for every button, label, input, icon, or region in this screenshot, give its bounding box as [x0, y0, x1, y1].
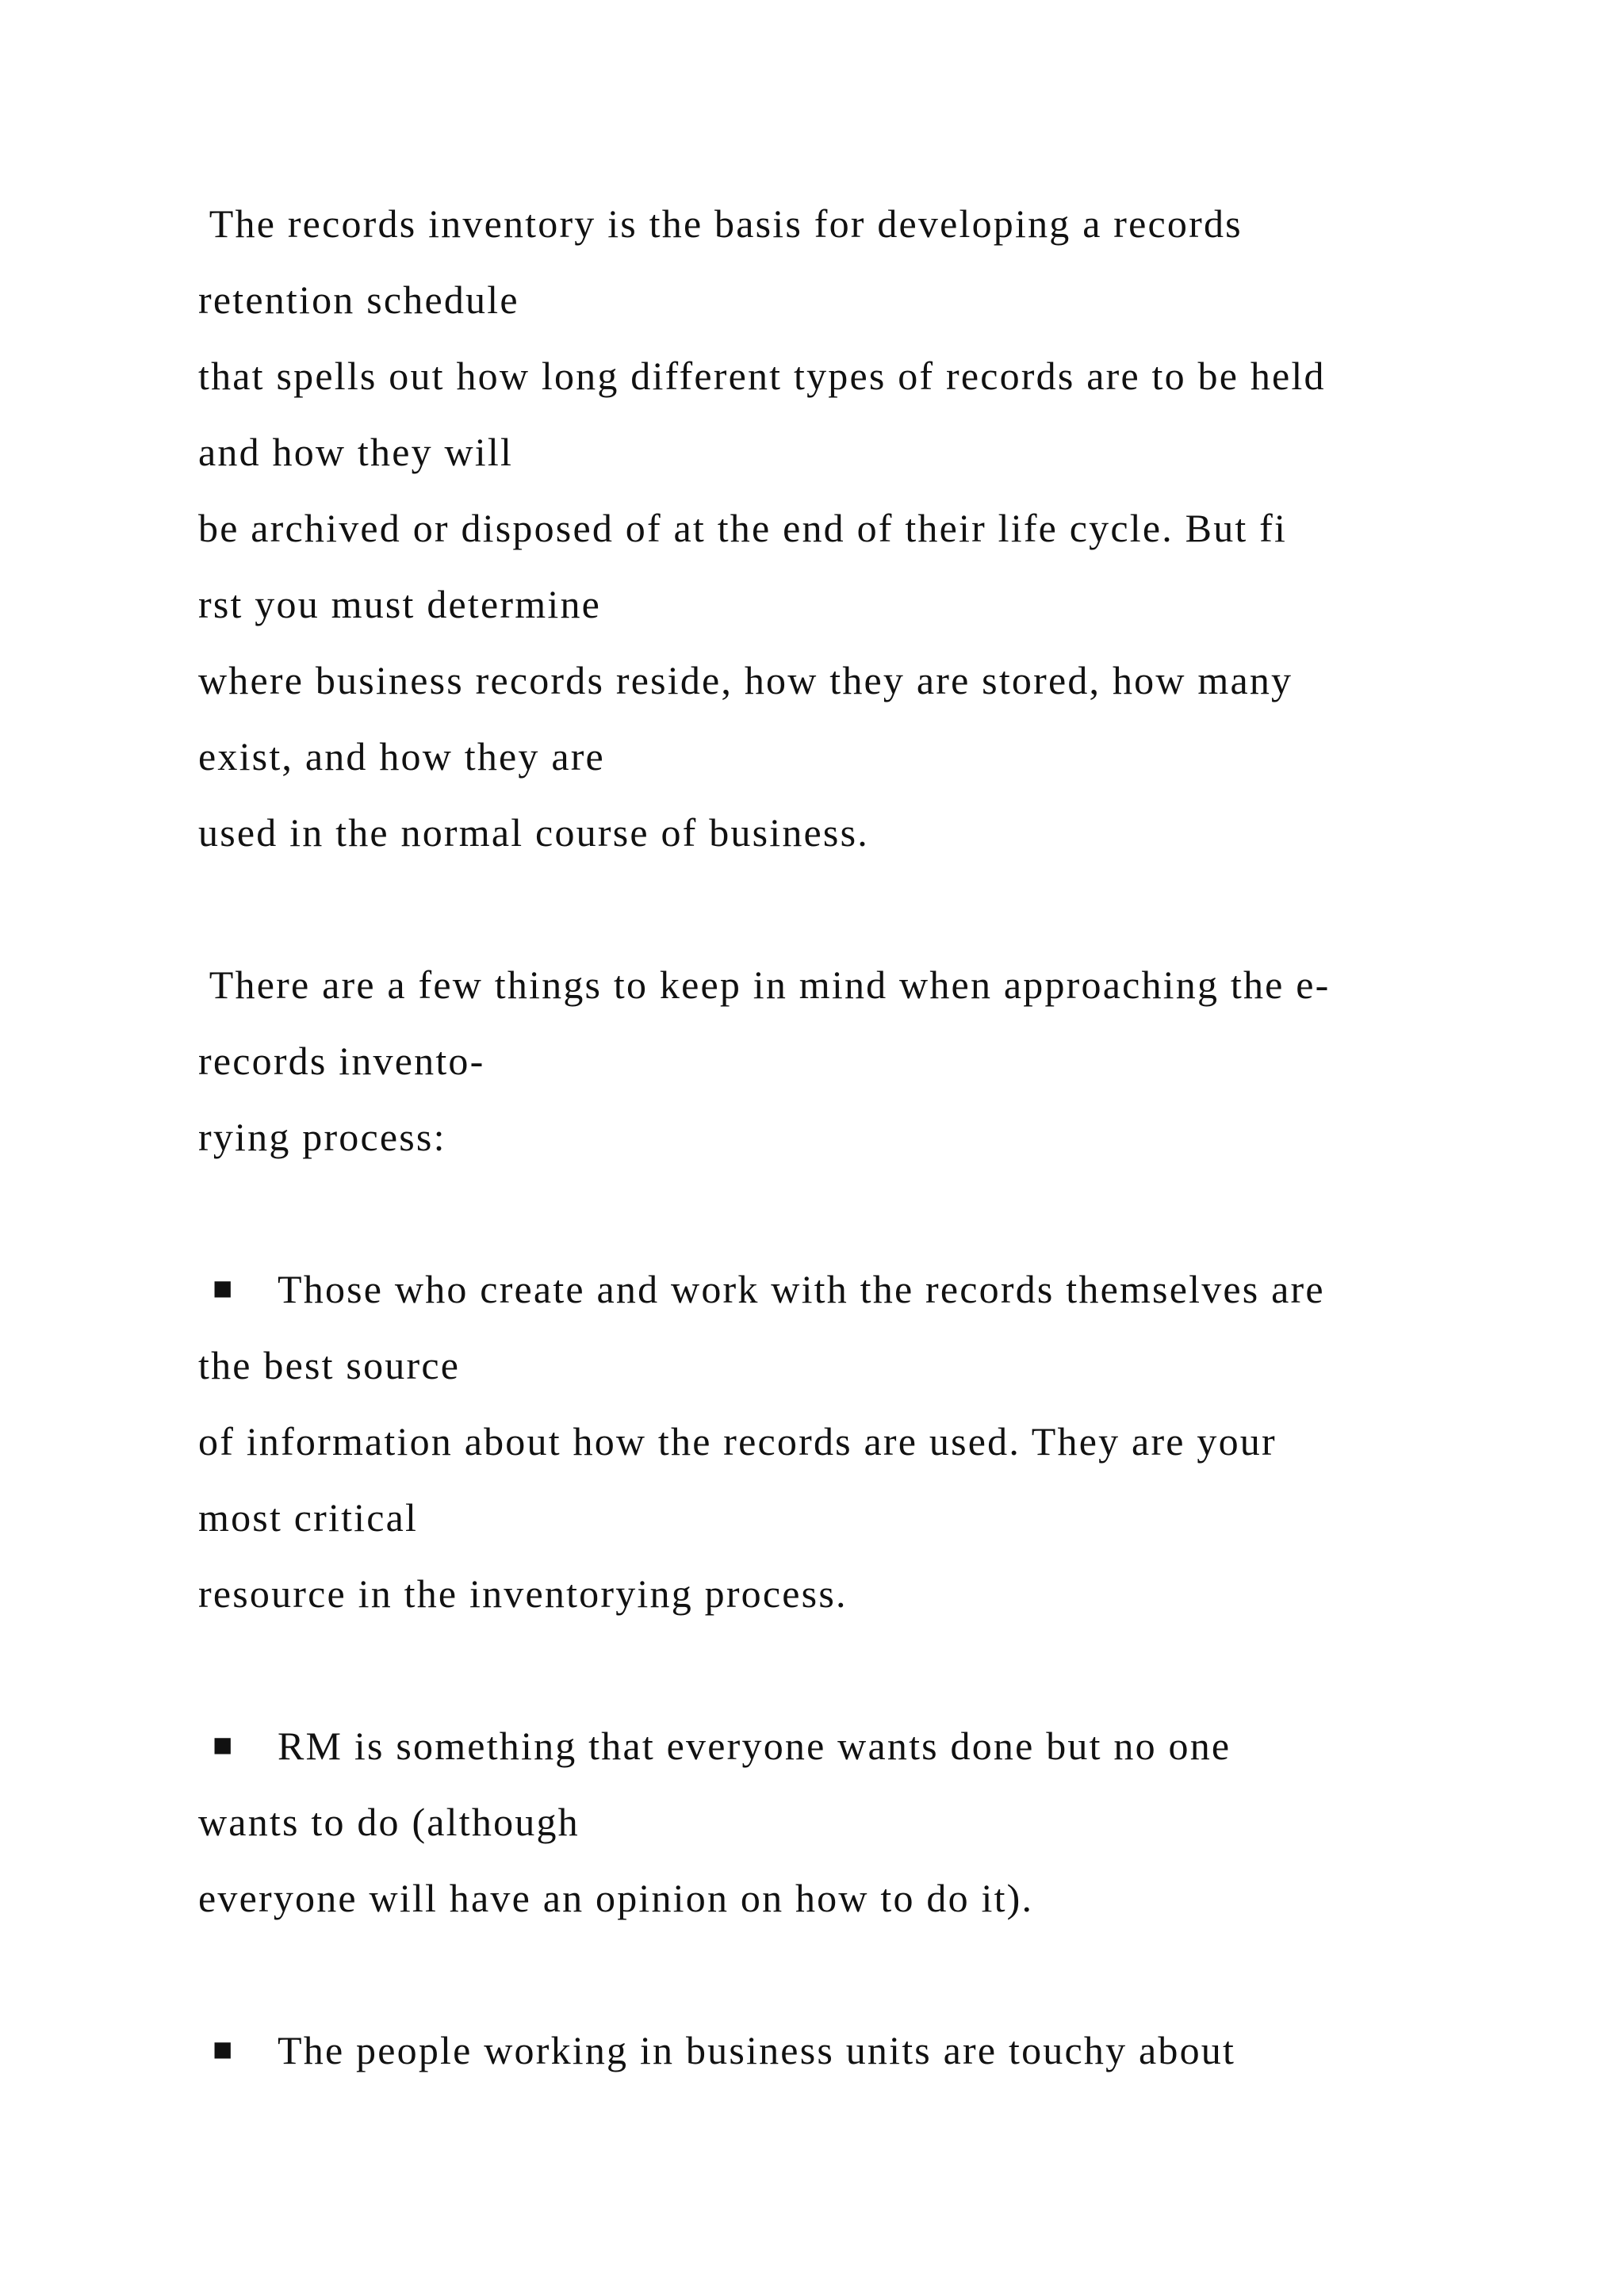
paragraph-line: The records inventory is the basis for developing a records: [198, 201, 1243, 246]
paragraph-line: be archived or disposed of at the end of their life cycle. But fi: [198, 506, 1288, 550]
paragraph-records-inventory: [198, 186, 1499, 871]
paragraph-line: rst you must determine: [198, 582, 602, 626]
paragraph-spacer: [198, 1632, 1499, 1708]
bullet-first-line: [198, 1251, 1499, 1327]
bullet-continuation-line: most critical: [198, 1495, 419, 1540]
bullet-continuation-line: everyone will have an opinion on how to do it).: [198, 1876, 1034, 1920]
paragraph-things-to-keep-in-mind: [198, 947, 1499, 1175]
paragraph-line: There are a few things to keep in mind when approaching the e-: [198, 962, 1331, 1007]
bullet-continuation-line: wants to do (although: [198, 1800, 580, 1844]
paragraph-line: rying process:: [198, 1115, 446, 1159]
bullet-item-rm-everyone: [198, 1708, 1499, 1936]
paragraph-spacer: [198, 1175, 1499, 1251]
paragraph-line: exist, and how they are: [198, 734, 605, 779]
bullet-first-line: [198, 1708, 1499, 1784]
bullet-item-records-creators: [198, 1251, 1499, 1632]
paragraph-line: where business records reside, how they are stored, how many: [198, 658, 1293, 702]
square-bullet-icon: ■: [213, 1728, 235, 1764]
paragraph-line: used in the normal course of business.: [198, 810, 869, 855]
bullet-text: RM is something that everyone wants done but no one: [278, 1724, 1231, 1768]
bullet-continuation-line: of information about how the records are used. They are your: [198, 1419, 1277, 1464]
square-bullet-icon: ■: [213, 2032, 235, 2068]
paragraph-spacer: [198, 1936, 1499, 2012]
paragraph-line: and how they will: [198, 430, 514, 474]
bullet-continuation-line: resource in the inventorying process.: [198, 1571, 848, 1616]
paragraph-line: retention schedule: [198, 277, 519, 322]
paragraph-line: that spells out how long different types of records are to be held: [198, 354, 1326, 398]
bullet-continuation-line: the best source: [198, 1343, 461, 1387]
bullet-text: The people working in business units are touchy about: [278, 2028, 1236, 2072]
paragraph-line: records invento-: [198, 1039, 485, 1083]
paragraph-spacer: [198, 871, 1499, 947]
bullet-first-line: [198, 2012, 1499, 2088]
square-bullet-icon: ■: [213, 1271, 235, 1307]
bullet-item-business-units: [198, 2012, 1499, 2088]
document-body: [198, 186, 1499, 2088]
bullet-text: Those who create and work with the records themselves are: [278, 1267, 1325, 1311]
